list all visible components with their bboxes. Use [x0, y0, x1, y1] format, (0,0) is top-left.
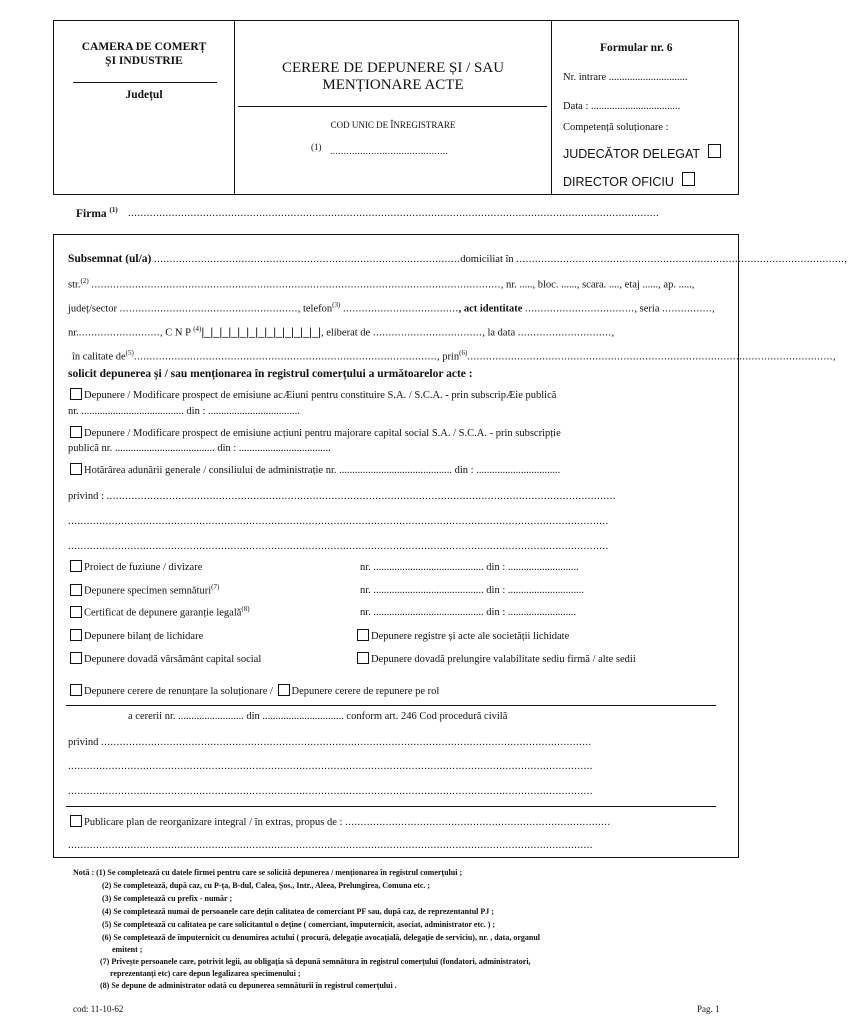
- proiect-fuziune-nr[interactable]: nr. .......................................... din : ...........................: [360, 562, 579, 573]
- cod-unic-note: (1): [311, 142, 322, 152]
- camera-line2: ȘI INDUSTRIE: [105, 55, 183, 67]
- solicit-heading: solicit depunerea și / sau menționarea în registrul comerțului a următoarelor acte :: [68, 368, 473, 380]
- strada-field[interactable]: ...................................................................................................................................: [91, 279, 501, 291]
- la-data-field[interactable]: ..............................,: [517, 327, 615, 339]
- header-divider-left: [234, 20, 235, 195]
- renuntare-divider: [66, 705, 716, 706]
- form-title-line1: CERERE DE DEPUNERE ȘI / SAU: [281, 60, 505, 76]
- judecator-label: JUDECĂTOR DELEGAT: [563, 147, 701, 161]
- privind2-field[interactable]: .............................................................................................................................................................: [100, 737, 592, 748]
- note-5: (5) Se completează cu calitatea pe care solicitantul o deține ( comerciant, împuternicit, asociat, administrator etc. ) ;: [102, 920, 496, 929]
- certificat-nr[interactable]: nr. .......................................... din : ..........................: [360, 607, 577, 618]
- eliberat-field[interactable]: ...................................: [372, 327, 483, 339]
- item-bilant: Depunere bilanț de lichidare: [70, 629, 203, 642]
- note-4: (4) Se completează numai de persoanele care dețin calitatea de comerciant PF sau, după caz, de reprezentantul PJ ;: [102, 907, 494, 916]
- renuntare-checkbox[interactable]: [70, 684, 82, 696]
- certificat-checkbox[interactable]: [70, 606, 82, 618]
- subsemnat-line: Subsemnat (ul/a) ..................................................................................................domiciliat în .........................................................................................................,: [68, 253, 848, 265]
- privind2-line: privind .............................................................................................................................................................: [68, 737, 592, 748]
- competenta-label: Competență soluționare :: [563, 122, 669, 133]
- cererii-line[interactable]: a cererii nr. ......................... din ............................... conform art. 246 Cod procedură civilă: [128, 711, 508, 722]
- hotarare-checkbox[interactable]: [70, 463, 82, 475]
- item-prelungire: Depunere dovadă prelungire valabilitate sediu firmă / alte sedii: [357, 652, 636, 665]
- note-1: Notă : (1) Se completează cu datele firmei pentru care se solicită depunerea / menționarea în registrul comerțului ;: [73, 868, 463, 877]
- data-field[interactable]: Data : ..................................: [563, 101, 681, 112]
- nr-field[interactable]: ..........................: [78, 327, 161, 339]
- note-6b: emitent ;: [112, 945, 143, 954]
- subsemnat-field[interactable]: ..................................................................................................: [154, 254, 461, 265]
- director-label: DIRECTOR OFICIU: [563, 175, 674, 189]
- telefon-field[interactable]: .....................................: [342, 303, 459, 315]
- note-7b: reprezentanți etc) care depun legalizarea specimenului ;: [110, 969, 301, 978]
- publicare-divider: [66, 806, 716, 807]
- cnp-boxes[interactable]: |_|_|_|_|_|_|_|_|_|_|_|_|_|: [201, 326, 321, 339]
- privind-continuation-1[interactable]: .............................................................................................................................................................................: [68, 516, 609, 527]
- publicare-checkbox[interactable]: [70, 815, 82, 827]
- registre-checkbox[interactable]: [357, 629, 369, 641]
- privind-field[interactable]: ...................................................................................................................................................................: [106, 491, 616, 502]
- footer-page: Pag. 1: [697, 1004, 720, 1014]
- item-renuntare: Depunere cerere de renunțare la soluționare / Depunere cerere de repunere pe rol: [70, 684, 439, 697]
- item-prospect-majorare: Depunere / Modificare prospect de emisiune acțiuni pentru majorare capital social S.A. / S.C.A. - prin subscripție: [70, 426, 561, 439]
- item-hotarare: Hotărârea adunării generale / consiliului de administrație nr. ........................................... din : ................................: [70, 463, 560, 476]
- camera-line1: CAMERA DE COMERȚ: [81, 41, 207, 53]
- judecator-checkbox[interactable]: [708, 144, 721, 158]
- act-field[interactable]: ...................................: [525, 303, 635, 315]
- privind-line: privind : ...................................................................................................................................................................: [68, 491, 616, 502]
- repunere-checkbox[interactable]: [278, 684, 290, 696]
- domiciliu-field[interactable]: .........................................................................................................,: [516, 254, 848, 265]
- judet-field[interactable]: .........................................................: [119, 303, 298, 315]
- varsamant-checkbox[interactable]: [70, 652, 82, 664]
- judetul-label: Județul: [125, 89, 163, 101]
- formular-number: Formular nr. 6: [600, 42, 673, 54]
- item-specimen: Depunere specimen semnături$^{(7)}$: [70, 583, 219, 597]
- item-prospect-constituire: Depunere / Modificare prospect de emisiune acÆiuni pentru constituire S.A. / S.C.A. - prin subscripÆie publică: [70, 388, 556, 401]
- item-varsamant: Depunere dovadă vărsământ capital social: [70, 652, 261, 665]
- bilant-checkbox[interactable]: [70, 629, 82, 641]
- prospect-majorare-checkbox[interactable]: [70, 426, 82, 438]
- item-prospect-constituire-nr[interactable]: nr. ....................................... din : ...................................: [68, 406, 300, 417]
- header-title-underline: [238, 106, 547, 107]
- judetul-line: [73, 82, 217, 83]
- prin-field[interactable]: .....................................................................................................................,: [467, 351, 837, 363]
- publicare-field[interactable]: .....................................................................................: [345, 817, 611, 828]
- strada-line: str.$^{(2)}$ ..................................................................................................................................., nr. ....., bloc. ......, scara. ...., etaj ......, ap. .....,: [68, 277, 695, 291]
- specimen-nr[interactable]: nr. .......................................... din : .............................: [360, 585, 585, 596]
- nr-intrare-field[interactable]: Nr. intrare ..............................: [563, 72, 688, 83]
- item-certificat: Certificat de depunere garanție legală$^{(8)}$: [70, 605, 250, 619]
- note-6: (6) Se completează de împuternicit cu denumirea actului ( procură, delegație avocațială, delegație de serviciu), nr. , data, organul: [102, 933, 541, 942]
- privind2-continuation-2[interactable]: ........................................................................................................................................................................: [68, 786, 593, 797]
- privind2-continuation-1[interactable]: ........................................................................................................................................................................: [68, 761, 593, 772]
- note-3: (3) Se completează cu prefix - număr ;: [102, 894, 233, 903]
- item-registre: Depunere registre și acte ale societății lichidate: [357, 629, 569, 642]
- note-2: (2) Se completează, după caz, cu P-ța, B-dul, Calea, Șos., Intr., Aleea, Prelungirea, Comuna etc. ;: [102, 881, 431, 890]
- note-8: (8) Se depune de administrator odată cu depunerea semnăturii în registrul comerțului .: [100, 981, 397, 990]
- form-title-line2: MENȚIONARE ACTE: [322, 77, 464, 93]
- firma-label: Firma $^{(1)}$: [76, 206, 118, 220]
- proiect-fuziune-checkbox[interactable]: [70, 560, 82, 572]
- prospect-constituire-checkbox[interactable]: [70, 388, 82, 400]
- cod-unic-label: COD UNIC DE ÎNREGISTRARE: [330, 120, 456, 130]
- header-divider-right: [551, 20, 552, 195]
- director-checkbox[interactable]: [682, 172, 695, 186]
- publicare-continuation[interactable]: ........................................................................................................................................................................: [68, 840, 593, 851]
- cnp-line: nr..........................., C N P $^{(4)}$|_|_|_|_|_|_|_|_|_|_|_|_|_|, eliberat de ..................................., la data ..............................,: [68, 325, 615, 339]
- item-publicare: Publicare plan de reorganizare integral / în extras, propus de : .....................................................................................: [70, 815, 611, 828]
- cod-unic-field[interactable]: ...........................................: [330, 146, 449, 156]
- seria-field[interactable]: ................,: [662, 303, 716, 315]
- note-7: (7) Privește persoanele care, potrivit legii, au obligația să depună semnătura în registrul comerțului (fondatori, administratori,: [100, 957, 531, 966]
- item-prospect-majorare-nr[interactable]: publică nr. ...................................... din : ...................................: [68, 443, 331, 454]
- firma-field[interactable]: ..........................................................................................................................................................................: [128, 208, 660, 219]
- footer-code: cod: 11-10-62: [73, 1004, 124, 1014]
- item-proiect-fuziune: Proiect de fuziune / divizare: [70, 560, 202, 573]
- calitate-line: în calitate $de^{(5)}$................................................................................................., prin$^{(6)}$.....................................................................................................................,: [72, 349, 837, 363]
- judet-line: județ/sector ........................................................., telefon$^{(3)}$ ....................................., act identitate ..................................., seria ................,: [68, 301, 716, 315]
- privind-continuation-2[interactable]: .............................................................................................................................................................................: [68, 541, 609, 552]
- specimen-checkbox[interactable]: [70, 584, 82, 596]
- calitate-field[interactable]: .................................................................................................: [133, 351, 437, 363]
- prelungire-checkbox[interactable]: [357, 652, 369, 664]
